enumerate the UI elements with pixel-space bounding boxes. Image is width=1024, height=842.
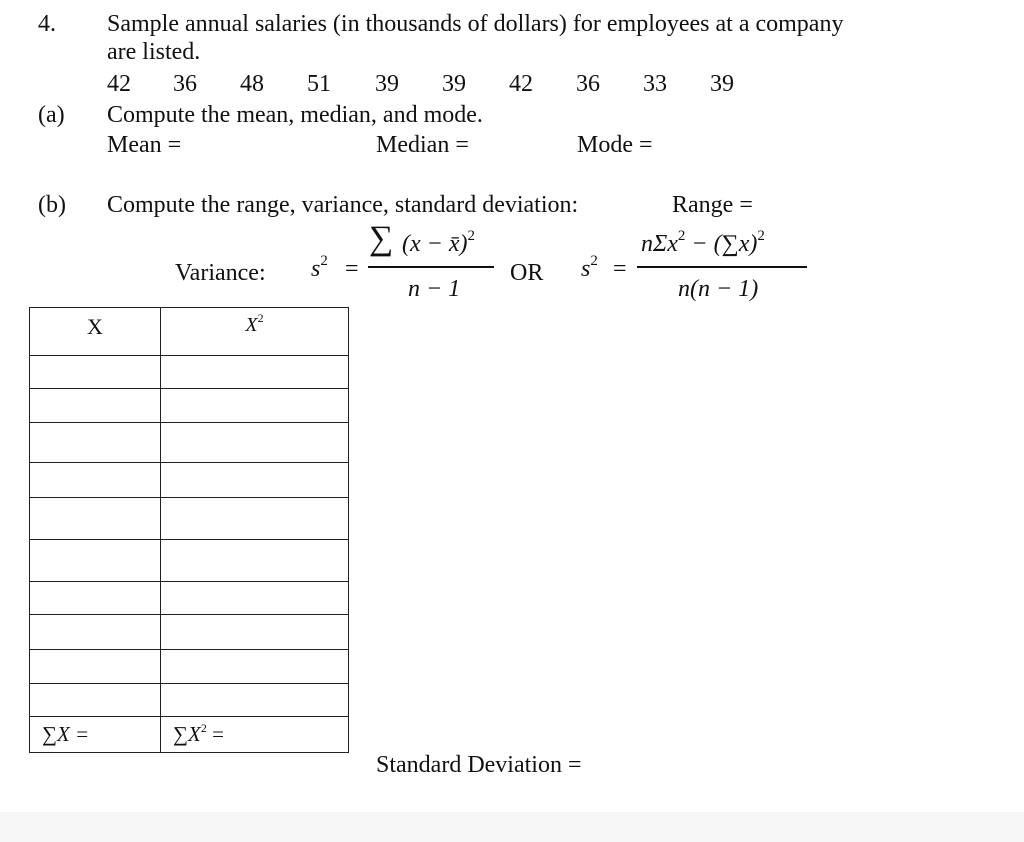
x-squared-cell[interactable]: [161, 498, 349, 540]
formula1-numerator-exp: 2: [467, 228, 475, 244]
formula2-numerator-b: − (∑x): [685, 231, 758, 257]
std-dev-label: Standard Deviation =: [376, 752, 582, 778]
x-cell[interactable]: [30, 650, 161, 684]
sum-x-squared-base: ∑X: [173, 722, 201, 746]
formula2-lhs-exp: 2: [590, 253, 598, 269]
table-row: [30, 684, 349, 717]
or-label: OR: [510, 260, 544, 286]
problem-intro-line1: Sample annual salaries (in thousands of dollars) for employees at a company: [107, 11, 844, 37]
x-squared-cell[interactable]: [161, 684, 349, 717]
problem-intro-line2: are listed.: [107, 39, 201, 65]
data-value: 36: [173, 71, 197, 97]
table-row: [30, 650, 349, 684]
formula2-fraction-bar: [637, 266, 807, 268]
header-x: X: [30, 308, 161, 356]
data-value: 36: [576, 71, 600, 97]
data-value: 39: [375, 71, 399, 97]
header-x-squared: [161, 308, 349, 356]
x-cell[interactable]: [30, 463, 161, 498]
formula2-denominator: n(n − 1): [678, 276, 759, 302]
table-row: [30, 498, 349, 540]
formula2-numerator-a-exp: 2: [677, 228, 686, 244]
part-a-label: (a): [38, 102, 65, 128]
header-x-squared-base: X: [245, 314, 258, 336]
x-squared-cell[interactable]: [161, 582, 349, 615]
x-cell[interactable]: [30, 389, 161, 423]
formula1-sigma: ∑: [369, 220, 394, 257]
sum-x-label: ∑X =: [42, 722, 90, 746]
data-value: 42: [509, 71, 533, 97]
formula2-lhs: s: [581, 256, 591, 282]
x-squared-cell[interactable]: [161, 650, 349, 684]
data-value: 48: [240, 71, 264, 97]
formula1-fraction-bar: [368, 266, 494, 268]
page-bottom-edge: [0, 812, 1024, 842]
data-value: 39: [710, 71, 734, 97]
table-row: [30, 463, 349, 498]
x-squared-cell[interactable]: [161, 463, 349, 498]
formula1-lhs-exp: 2: [320, 253, 328, 269]
sum-x-squared-exp: 2: [200, 721, 207, 735]
table-row: [30, 582, 349, 615]
x-cell[interactable]: [30, 423, 161, 463]
part-b-label: (b): [38, 192, 66, 218]
data-value: 51: [307, 71, 331, 97]
formula1-lhs: s: [311, 256, 321, 282]
table-row: [30, 389, 349, 423]
part-b-prompt: Compute the range, variance, standard deviation:: [107, 192, 579, 218]
range-label: Range =: [672, 192, 753, 218]
part-a-prompt: Compute the mean, median, and mode.: [107, 102, 483, 128]
x-squared-cell[interactable]: [161, 615, 349, 650]
work-table: [29, 307, 349, 753]
formula1-denominator: n − 1: [408, 276, 461, 302]
x-cell[interactable]: [30, 684, 161, 717]
x-squared-cell[interactable]: [161, 423, 349, 463]
x-squared-cell[interactable]: [161, 356, 349, 389]
sum-x-squared-tail: =: [206, 722, 224, 746]
mode-label: Mode =: [577, 132, 653, 158]
formula2-numerator-a: nΣx: [641, 231, 678, 257]
table-sum-row: [30, 717, 349, 753]
variance-label: Variance:: [175, 260, 266, 286]
table-row: [30, 423, 349, 463]
mean-label: Mean =: [107, 132, 182, 158]
x-cell[interactable]: [30, 615, 161, 650]
median-label: Median =: [376, 132, 469, 158]
formula1-numerator: (x − x̄): [402, 231, 468, 257]
x-cell[interactable]: [30, 582, 161, 615]
x-squared-cell[interactable]: [161, 540, 349, 582]
data-value: 42: [107, 71, 131, 97]
formula2-numerator-b-exp: 2: [757, 228, 765, 244]
data-value: 33: [643, 71, 667, 97]
sum-x-cell[interactable]: [30, 717, 161, 753]
table-row: [30, 615, 349, 650]
table-row: [30, 356, 349, 389]
sum-x-squared-cell[interactable]: [161, 717, 349, 753]
header-x-squared-exp: 2: [257, 311, 264, 325]
formula2-equals: =: [613, 256, 627, 282]
data-value: 39: [442, 71, 466, 97]
problem-number: 4.: [38, 11, 56, 37]
x-squared-cell[interactable]: [161, 389, 349, 423]
x-cell[interactable]: [30, 540, 161, 582]
x-cell[interactable]: [30, 356, 161, 389]
table-row: [30, 540, 349, 582]
formula1-equals: =: [345, 256, 359, 282]
x-cell[interactable]: [30, 498, 161, 540]
table-header-row: [30, 308, 349, 356]
